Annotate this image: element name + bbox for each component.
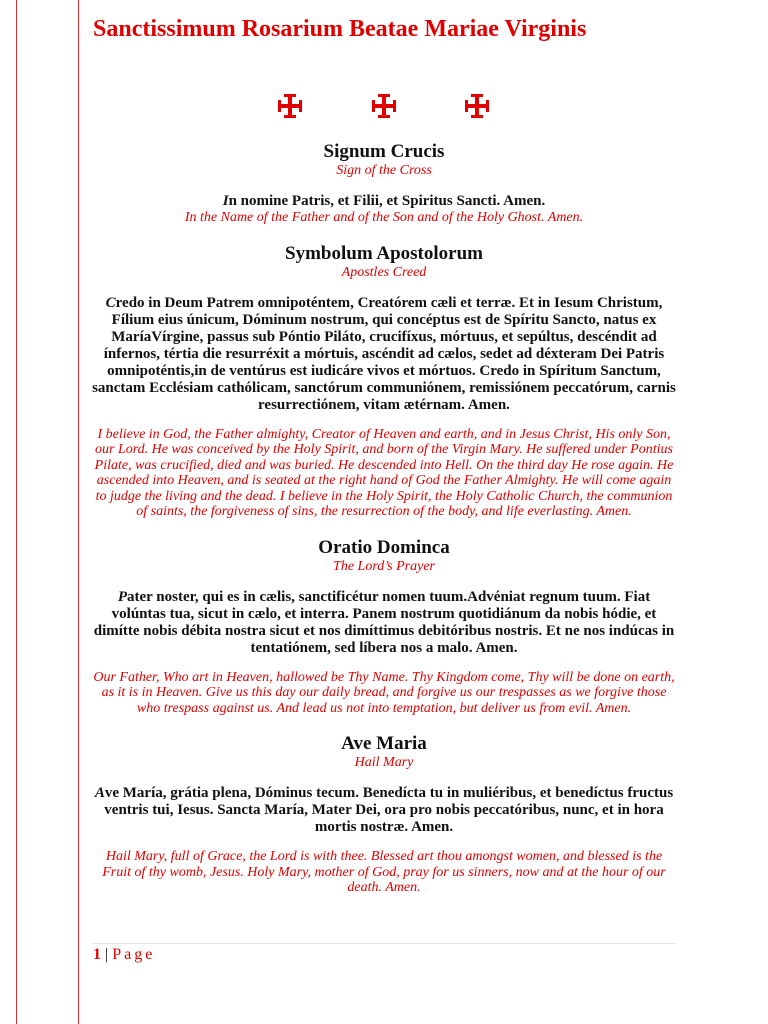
right-margin-line [78,0,79,1024]
section-subheading: Hail Mary [354,755,414,770]
latin-initial: I [222,193,229,209]
english-translation: Our Father, Who art in Heaven, hallowed be Thy Name. Thy Kingdom come, Thy will be done on earth, as it is in Heaven. Give us this day our daily bread, and forgive us our trespasses as we forgive those who trespass against us. And lead us not into temptation, but deliver us from evil. Amen. [93,669,675,716]
english-translation: In the Name of the Father and of the Son and of the Holy Ghost. Amen. [184,210,584,225]
section-oratio-dominca [92,536,676,717]
latin-body: n nomine Patris, et Filii, et Spiritus Sancti. Amen. [228,193,546,209]
cross-potent-icon [463,92,491,120]
latin-body: redo in Deum Patrem omnipoténtem, Creatórem cæli et terræ. Et in Iesum Christum, Fílium eius únicum, Dóminum nostrum, qui concéptus est de Spíritu Sancto, natus ex MaríaVírgine, passus sub Póntio Piláto, crucifíxus, mórtuus, et sepúltus, descéndit ad ínfernos, tértia die resurréxit a mórtuis, ascéndit ad cælos, sedet ad déxteram Dei Patris omnipoténtis,in de ventúrus est iudicáre vivos et mórtuos. Credo in Spíritum Sanctum, sanctam Ecclésiam cathólicam, sanctórum communiónem, remissiónem peccatórum, carnis resurrectiónem, vitam ætérnam. Amen. [92,294,676,413]
latin-text [92,295,676,414]
page-footer [93,946,155,964]
left-margin-line [16,0,17,1024]
page-title: Sanctissimum Rosarium Beatae Mariae Virginis [93,16,587,42]
prayer-content [92,140,676,896]
cross-decoration [276,92,492,122]
latin-text [92,785,676,836]
section-symbolum-apostolorum [92,242,676,520]
english-translation: Hail Mary, full of Grace, the Lord is with thee. Blessed art thou amongst women, and blessed is the Fruit of thy womb, Jesus. Holy Mary, mother of God, pray for us sinners, now and at the hour of our death. Amen. [102,849,666,895]
section-heading: Symbolum Apostolorum [285,242,483,264]
section-subheading: Apostles Creed [341,264,427,280]
cross-potent-icon [276,92,304,120]
footer-divider [92,943,676,944]
cross-potent-icon [370,92,398,120]
latin-initial: A [94,785,105,801]
english-translation: I believe in God, the Father almighty, Creator of Heaven and earth, and in Jesus Christ, His only Son, our Lord. He was conceived by the Holy Spirit, and born of the Virgin Mary. He suffered under Pontius Pilate, was crucified, died and was buried. He descended into Hell. On the third day He rose again. He ascended into Heaven, and is seated at the right hand of God the Father Almighty. He will come again to judge the living and the dead. I believe in the Holy Spirit, the Holy Catholic Church, the communion of saints, the forgiveness of sins, the resurrection of the body, and life everlasting. Amen. [94,426,674,519]
page-number: 1 [93,946,101,963]
latin-text [92,589,676,657]
section-heading: Oratio Dominca [318,536,450,558]
latin-initial: C [105,294,116,311]
section-subheading: Sign of the Cross [336,163,432,178]
section-subheading: The Lord’s Prayer [333,558,435,574]
page-label: Page [112,946,156,963]
latin-text [92,193,676,210]
latin-initial: P [117,588,127,605]
latin-body: ve María, grátia plena, Dóminus tecum. Benedícta tu in muliéribus, et benedíctus fructus ventris tui, Iesus. Sancta María, Mater Dei, ora pro nobis peccatóribus, nunc, et in hora mortis nostræ. Amen. [104,785,674,835]
section-heading: Ave Maria [341,733,427,754]
section-heading: Signum Crucis [323,141,445,162]
section-ave-maria [92,732,676,896]
section-signum-crucis [92,140,676,226]
latin-body: ater noster, qui es in cælis, sanctificétur nomen tuum.Advéniat regnum tuum. Fiat volúntas tua, sicut in cælo, et interra. Panem nostrum quotidiánum da nobis hódie, et dimítte nobis débita nostra sicut et nos dimíttimus debitóribus nostris. Et ne nos indúcas in tentatiónem, sed líbera nos a malo. Amen. [93,588,675,656]
footer-separator: | [101,946,113,963]
